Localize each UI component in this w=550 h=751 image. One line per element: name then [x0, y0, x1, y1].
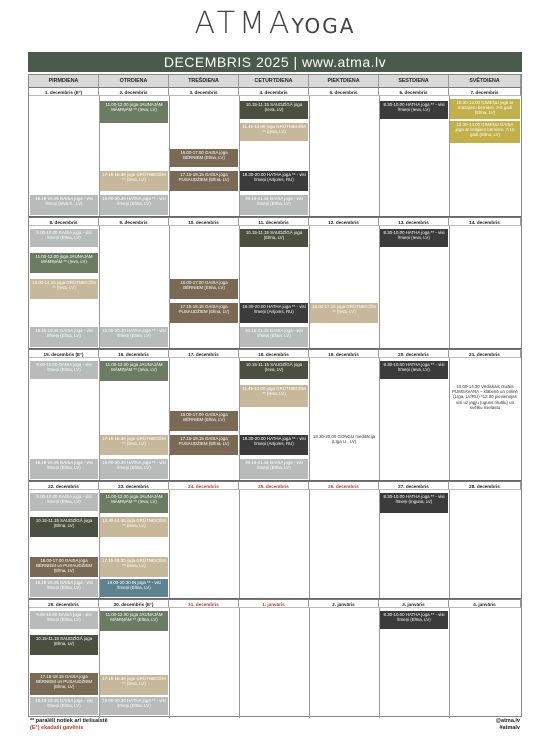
date-cell: 20. decembris	[379, 349, 449, 358]
class-slot-w5-sat-a: 8.30-10.00 HATHA joga ** - visi līmeņi (Elīna, LV)	[380, 611, 448, 629]
class-slot-w2-wed-b: 17.15-18.15 GAISA joga PUSAUDŽIEM (Elīna, LV)	[170, 303, 238, 323]
class-slot-w3-sun-a: 10.00-14.30 Vēdiskais rituālis PUMSAVANA – klātienē un online (Līga, LV/RU) *12.00 pievienojas visi uz jagju (uguns rituālu) un svētku mielastu	[450, 383, 520, 433]
day-header-5: SESTDIENA	[379, 75, 449, 87]
month-banner: DECEMBRIS 2025 | www.atma.lv	[28, 52, 522, 72]
week-divider	[29, 348, 521, 349]
date-cell: 11. decembris	[239, 217, 309, 226]
class-slot-w2-thu-b: 18.30-20.00 HATHA joga ** - visi līmeņi (Artjoms, RU)	[240, 303, 308, 323]
class-slot-w1-wed-b: 17.15-18.15 GAISA joga PUSAUDŽIEM (Elīna, LV)	[170, 171, 238, 191]
footer-hashtag: #atmalv	[499, 725, 520, 731]
class-slot-w1-tue-c: 19.00-20.30 HATHA joga ** - visi līmeņi (Elīna, LV)	[100, 195, 168, 215]
day-header-1: OTRDIENA	[99, 75, 169, 87]
date-cell: 14. decembris	[449, 217, 521, 226]
date-cell: 23. decembris	[99, 481, 169, 490]
class-slot-w3-sat-a: 8.30-10.00 HATHA joga ** - visi līmeņi (Ieva, LV)	[380, 361, 448, 379]
schedule-grid	[28, 74, 522, 717]
class-slot-w4-mon-d: 18.45-19.45 GAISA joga - visi līmeņi (Elīna, LV)	[30, 579, 98, 597]
footer-social	[496, 718, 520, 732]
class-slot-w3-tue-b: 17.15-18.30 joga GRŪTNIECĒM ** (Ieva, LV)	[100, 435, 168, 455]
date-cell: 30. decembris (E°)	[99, 599, 169, 608]
class-slot-w5-mon-a: 9.00-10.00 GAISA joga - visi līmeņi (Elīna, LV)	[30, 611, 98, 629]
column-divider	[309, 87, 310, 718]
date-cell: 9. decembris	[99, 217, 169, 226]
class-slot-w4-tue-a: 11.00-12.00 joga JAUNAJĀM MĀMIŅĀM ** (Ieva, LV)	[100, 493, 168, 513]
date-cell: 10. decembris	[169, 217, 239, 226]
date-cell: 19. decembris	[309, 349, 379, 358]
date-cell: 25. decembris	[239, 481, 309, 490]
class-slot-w2-wed-a: 16.00-17.00 GAISA joga BĒRNIEM (Elīna, LV)	[170, 279, 238, 299]
day-header-3: CETURTDIENA	[239, 75, 309, 87]
date-cell: 1. decembris (E°)	[29, 87, 99, 96]
class-slot-w4-tue-b: 13.30-14.45 joga GRŪTNIECĒM ** (Ieva, LV)	[100, 517, 168, 537]
footer-online-note: ** paralēli notiek arī tiešsaistē	[30, 718, 108, 724]
date-cell: 18. decembris	[239, 349, 309, 358]
footer-instagram: @atma.lv	[495, 718, 520, 724]
class-slot-w4-tue-d: 19.00-20.30 IN joga ** - visi līmeņi (Elīna, LV)	[100, 579, 168, 597]
class-slot-w1-mon-a: 18.45-19.45 GAISA joga - visi līmeņi (Ieva S., LV)	[30, 195, 98, 215]
class-slot-w3-wed-a: 16.00-17.00 GAISA joga BĒRNIEM (Elīna, LV)	[170, 411, 238, 431]
class-slot-w1-sat-a: 8.30-10.00 HATHA joga ** - visi līmeņi (Ieva, LV)	[380, 101, 448, 119]
day-header-0: PIRMDIENA	[29, 75, 99, 87]
class-slot-w1-sun-a: 10.30-12.00 ĢIMEŅU joga ar mazajiem bērniem, 3-6 gadi (Elīna, LV)	[450, 99, 520, 119]
date-cell: 15. decembris (E°)	[29, 349, 99, 358]
class-slot-w3-thu-c: 18.30-20.00 HATHA joga ** - visi līmeņi (Artjoms, RU)	[240, 435, 308, 455]
date-cell: 16. decembris	[99, 349, 169, 358]
class-slot-w4-tue-c: 17.15-18.30 joga GRŪTNIECĒM ** (Ieva, LV)	[100, 557, 168, 577]
class-slot-w1-thu-c: 18.30-20.00 HATHA joga ** - visi līmeņi (Artjoms, RU)	[240, 171, 308, 191]
class-slot-w3-mon-a: 9.00-10.00 GAISA joga - visi līmeņi (Elīna, LV)	[30, 361, 98, 379]
week-divider	[29, 598, 521, 599]
class-slot-w2-tue-a: 19.00-20.30 HATHA joga ** - visi līmeņi (Elīna, LV)	[100, 327, 168, 347]
class-slot-w3-tue-a: 11.00-12.00 joga JAUNAJĀM MĀMIŅĀM ** (Ieva, LV)	[100, 361, 168, 381]
date-cell: 7. decembris	[449, 87, 521, 96]
class-slot-w5-tue-b: 17.15-18.30 joga GRŪTNIECĒM ** (Ieva, LV)	[100, 675, 168, 695]
class-slot-w5-mon-c: 17.15-18.15 GAISA joga BĒRNIEM un PUSAUDŽIEM (Elīna, LV)	[30, 673, 98, 695]
class-slot-w3-tue-c: 19.00-20.30 HATHA joga ** - visi līmeņi (Elīna, LV)	[100, 459, 168, 479]
class-slot-w3-wed-b: 17.15-18.15 GAISA joga PUSAUDŽIEM (Elīna, LV)	[170, 435, 238, 455]
date-cell: 21. decembris	[449, 349, 521, 358]
class-slot-w3-thu-b: 11.45-13.00 joga GRŪTNIECĒM ** (Ieva, LV)	[240, 385, 308, 407]
date-cell: 5. decembris	[309, 87, 379, 96]
date-cell: 8. decembris	[29, 217, 99, 226]
class-slot-w2-sat-a: 8.30-10.00 HATHA joga ** - visi līmeņi (Ieva, LV)	[380, 229, 448, 247]
day-header-4: PIEKTDIENA	[309, 75, 379, 87]
date-cell: 31. decembris	[169, 599, 239, 608]
class-slot-w1-tue-b: 17.15-18.30 joga GRŪTNIECĒM ** (Ieva, LV)	[100, 171, 168, 191]
date-cell: 17. decembris	[169, 349, 239, 358]
class-slot-w2-mon-a: 9.00-10.00 GAISA joga - visi līmeņi (Elīna, LV)	[30, 229, 98, 247]
date-cell: 22. decembris	[29, 481, 99, 490]
footer-ekadasi-note: (E°) ekadaši gavēnis	[30, 725, 84, 731]
date-cell: 4. decembris	[239, 87, 309, 96]
class-slot-w1-wed-a: 16.00-17.00 GAISA joga BĒRNIEM (Elīna, LV)	[170, 149, 238, 167]
date-cell: 27. decembris	[379, 481, 449, 490]
footer-notes	[30, 718, 108, 732]
date-cell: 2. janvāris	[309, 599, 379, 608]
class-slot-w2-mon-b: 11.00-12.00 joga JAUNAJĀM MĀMIŅĀM ** (Ieva, LV)	[30, 253, 98, 273]
class-slot-w5-tue-a: 11.00-12.00 joga JAUNAJĀM MĀMIŅĀM ** (Elīna, LV)	[100, 611, 168, 631]
class-slot-w5-mon-d: 18.45-19.45 GAISA joga - visi līmeņi (Elīna, LV)	[30, 697, 98, 715]
week-divider	[29, 216, 521, 217]
date-cell: 3. decembris	[169, 87, 239, 96]
date-cell: 24. decembris	[169, 481, 239, 490]
date-cell: 6. decembris	[379, 87, 449, 96]
class-slot-w5-mon-b: 10.15-11.15 SAUDZĪGĀ joga (Elīna, LV)	[30, 635, 98, 655]
class-slot-w4-mon-c: 16.00-17.00 GAISA joga BĒRNIEM un PUSAUDŽIEM (Elīna, LV)	[30, 557, 98, 577]
date-cell: 26. decembris	[309, 481, 379, 490]
date-cell: 13. decembris	[379, 217, 449, 226]
logo-sub: YOGA	[291, 14, 356, 38]
class-slot-w3-thu-d: 20.15-21.15 GAISA joga - visi līmeņi (Elīna, LV)	[240, 459, 308, 479]
class-slot-w4-sat-a: 8.30-10.00 HATHA joga ** - visi līmeņi (Inguna, LV)	[380, 493, 448, 513]
class-slot-w1-thu-d: 20.15-21.15 GAISA joga - visi līmeņi (Elīna, LV)	[240, 195, 308, 215]
date-cell: 28. decembris	[449, 481, 521, 490]
class-slot-w3-mon-b: 18.45-19.45 GAISA joga - visi līmeņi (Elīna, LV)	[30, 459, 98, 479]
class-slot-w1-sun-b: 12.30-14.00 ĢIMEŅU GAISA joga ar lielajiem bērniem, 7-10 gadi (Elīna, LV)	[450, 121, 520, 143]
day-header-2: TREŠDIENA	[169, 75, 239, 87]
week-divider	[29, 480, 521, 481]
class-slot-w1-thu-b: 11.45-13.00 joga GRŪTNIECĒM ** (Ieva, LV)	[240, 123, 308, 141]
date-cell: 12. decembris	[309, 217, 379, 226]
date-cell: 1. janvāris	[239, 599, 309, 608]
atma-yoga-logo	[0, 6, 550, 46]
class-slot-w1-thu-a: 10.15-11.15 SAUDZĪGĀ joga (Ieva, LV)	[240, 101, 308, 119]
class-slot-w3-fri-a: 18.30-20.00 GONGU meditācija (Līga U., LV)	[310, 433, 378, 457]
class-slot-w2-mon-d: 18.45-19.45 GAISA joga - visi līmeņi (Elīna, LV)	[30, 327, 98, 347]
class-slot-w2-thu-c: 20.15-21.15 GAISA joga - visi līmeņi (Elīna, LV)	[240, 327, 308, 347]
class-slot-w2-fri-a: 16.00-17.15 joga GRŪTNIECĒM ** (Ieva, LV)	[310, 303, 378, 323]
class-slot-w1-tue-a: 11.00-12.00 joga JAUNAJĀM MĀMIŅĀM ** (Ieva, LV)	[100, 101, 168, 123]
date-cell: 4. janvāris	[449, 599, 521, 608]
date-cell: 2. decembris	[99, 87, 169, 96]
class-slot-w4-mon-b: 10.15-11.15 SAUDZĪGĀ joga (Elīna, LV)	[30, 517, 98, 537]
date-cell: 29. decembris	[29, 599, 99, 608]
class-slot-w2-mon-c: 13.00-14.15 joga GRŪTNIECĒM ** (Ieva, LV)	[30, 279, 98, 299]
day-header-6: SVĒTDIENA	[449, 75, 521, 87]
class-slot-w3-thu-a: 10.15-11.15 SAUDZĪGĀ joga (Ieva, LV)	[240, 361, 308, 379]
logo-main: ATMA	[194, 6, 294, 41]
class-slot-w4-mon-a: 9.00-10.00 GAISA joga - visi līmeņi (Elīna, LV)	[30, 493, 98, 511]
date-cell: 3. janvāris	[379, 599, 449, 608]
class-slot-w5-tue-c: 19.00-20.30 HATHA joga ** - visi līmeņi (Elīna, LV)	[100, 697, 168, 715]
class-slot-w2-thu-a: 10.15-11.15 SAUDZĪGĀ joga (Elīna, LV)	[240, 229, 308, 247]
